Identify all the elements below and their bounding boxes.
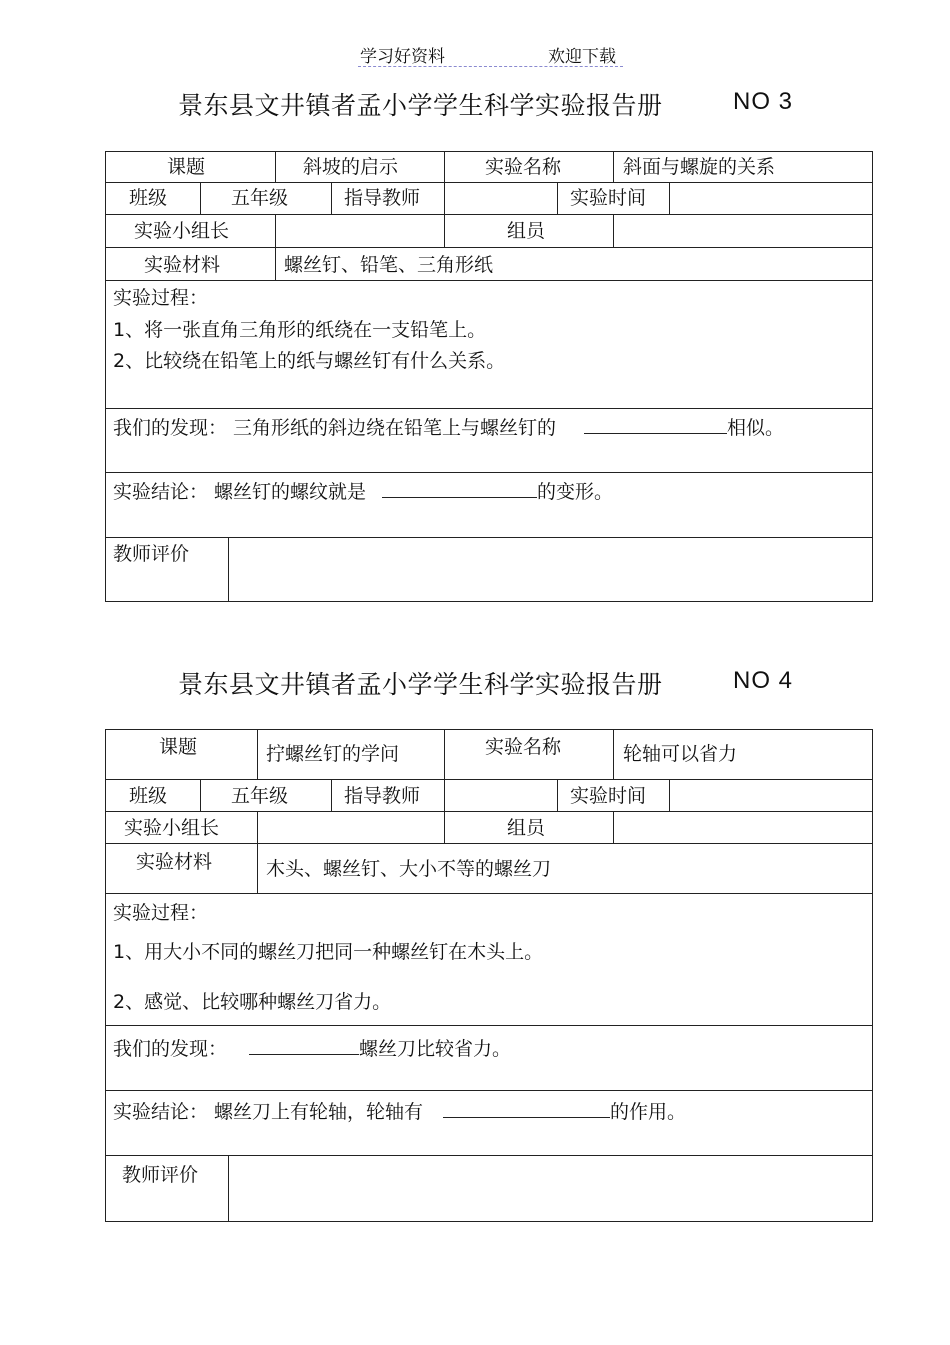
experiment-name-value: 斜面与螺旋的关系 [623,156,776,178]
experiment-time-label: 实验时间 [570,785,647,807]
class-value: 五年级 [231,187,289,209]
report-title: 景东县文井镇者孟小学学生科学实验报告册 [178,91,663,120]
header-right-text: 欢迎下载 [548,47,616,67]
teacher-evaluation-label: 教师评价 [122,1164,199,1186]
topic-label: 课题 [167,156,206,178]
class-label: 班级 [129,187,168,209]
teacher-label: 指导教师 [344,187,421,209]
members-label: 组员 [507,817,546,839]
materials-value: 螺丝钉、铅笔、三角形纸 [284,254,494,276]
process-label: 实验过程： [113,287,209,309]
conclusion-suffix: 的变形。 [537,481,614,503]
report-title: 景东县文井镇者孟小学学生科学实验报告册 [178,670,663,699]
topic-value: 斜坡的启示 [303,156,399,178]
group-leader-label: 实验小组长 [124,817,220,839]
group-leader-label: 实验小组长 [134,220,230,242]
finding-prefix: 我们的发现： [113,1038,228,1060]
finding-text [113,415,784,439]
topic-value: 拧螺丝钉的学问 [266,743,400,765]
finding-suffix: 螺丝刀比较省力。 [359,1038,512,1060]
header-left-text: 学习好资料 [360,47,445,67]
finding-blank [249,1036,359,1055]
conclusion-blank [443,1099,610,1118]
page-header [358,40,623,67]
conclusion-blank [382,479,537,498]
report-number: NO 4 [733,667,794,694]
finding-suffix: 相似。 [727,417,785,439]
conclusion-suffix: 的作用。 [610,1101,687,1123]
class-label: 班级 [129,785,168,807]
conclusion-prefix: 实验结论： 螺丝刀上有轮轴，轮轴有 [113,1101,424,1123]
materials-label: 实验材料 [136,851,213,873]
topic-label: 课题 [159,736,198,758]
conclusion-text [113,479,613,503]
members-label: 组员 [507,220,546,242]
process-step: 1、将一张直角三角形的纸绕在一支铅笔上。 [113,319,487,341]
process-step: 2、比较绕在铅笔上的纸与螺丝钉有什么关系。 [113,350,506,372]
conclusion-text [113,1099,686,1123]
process-step: 2、感觉、比较哪种螺丝刀省力。 [113,991,392,1013]
materials-value: 木头、螺丝钉、大小不等的螺丝刀 [266,858,552,880]
teacher-evaluation-label: 教师评价 [113,543,190,565]
finding-text [113,1036,511,1060]
finding-blank [584,415,727,434]
finding-prefix: 我们的发现： 三角形纸的斜边绕在铅笔上与螺丝钉的 [113,417,557,439]
report-number: NO 3 [733,88,794,115]
process-step: 1、用大小不同的螺丝刀把同一种螺丝钉在木头上。 [113,941,544,963]
experiment-name-label: 实验名称 [485,736,562,758]
teacher-label: 指导教师 [344,785,421,807]
process-label: 实验过程： [113,902,209,924]
class-value: 五年级 [231,785,289,807]
experiment-name-value: 轮轴可以省力 [623,743,738,765]
experiment-name-label: 实验名称 [485,156,562,178]
conclusion-prefix: 实验结论： 螺丝钉的螺纹就是 [113,481,367,503]
materials-label: 实验材料 [144,254,221,276]
experiment-time-label: 实验时间 [570,187,647,209]
